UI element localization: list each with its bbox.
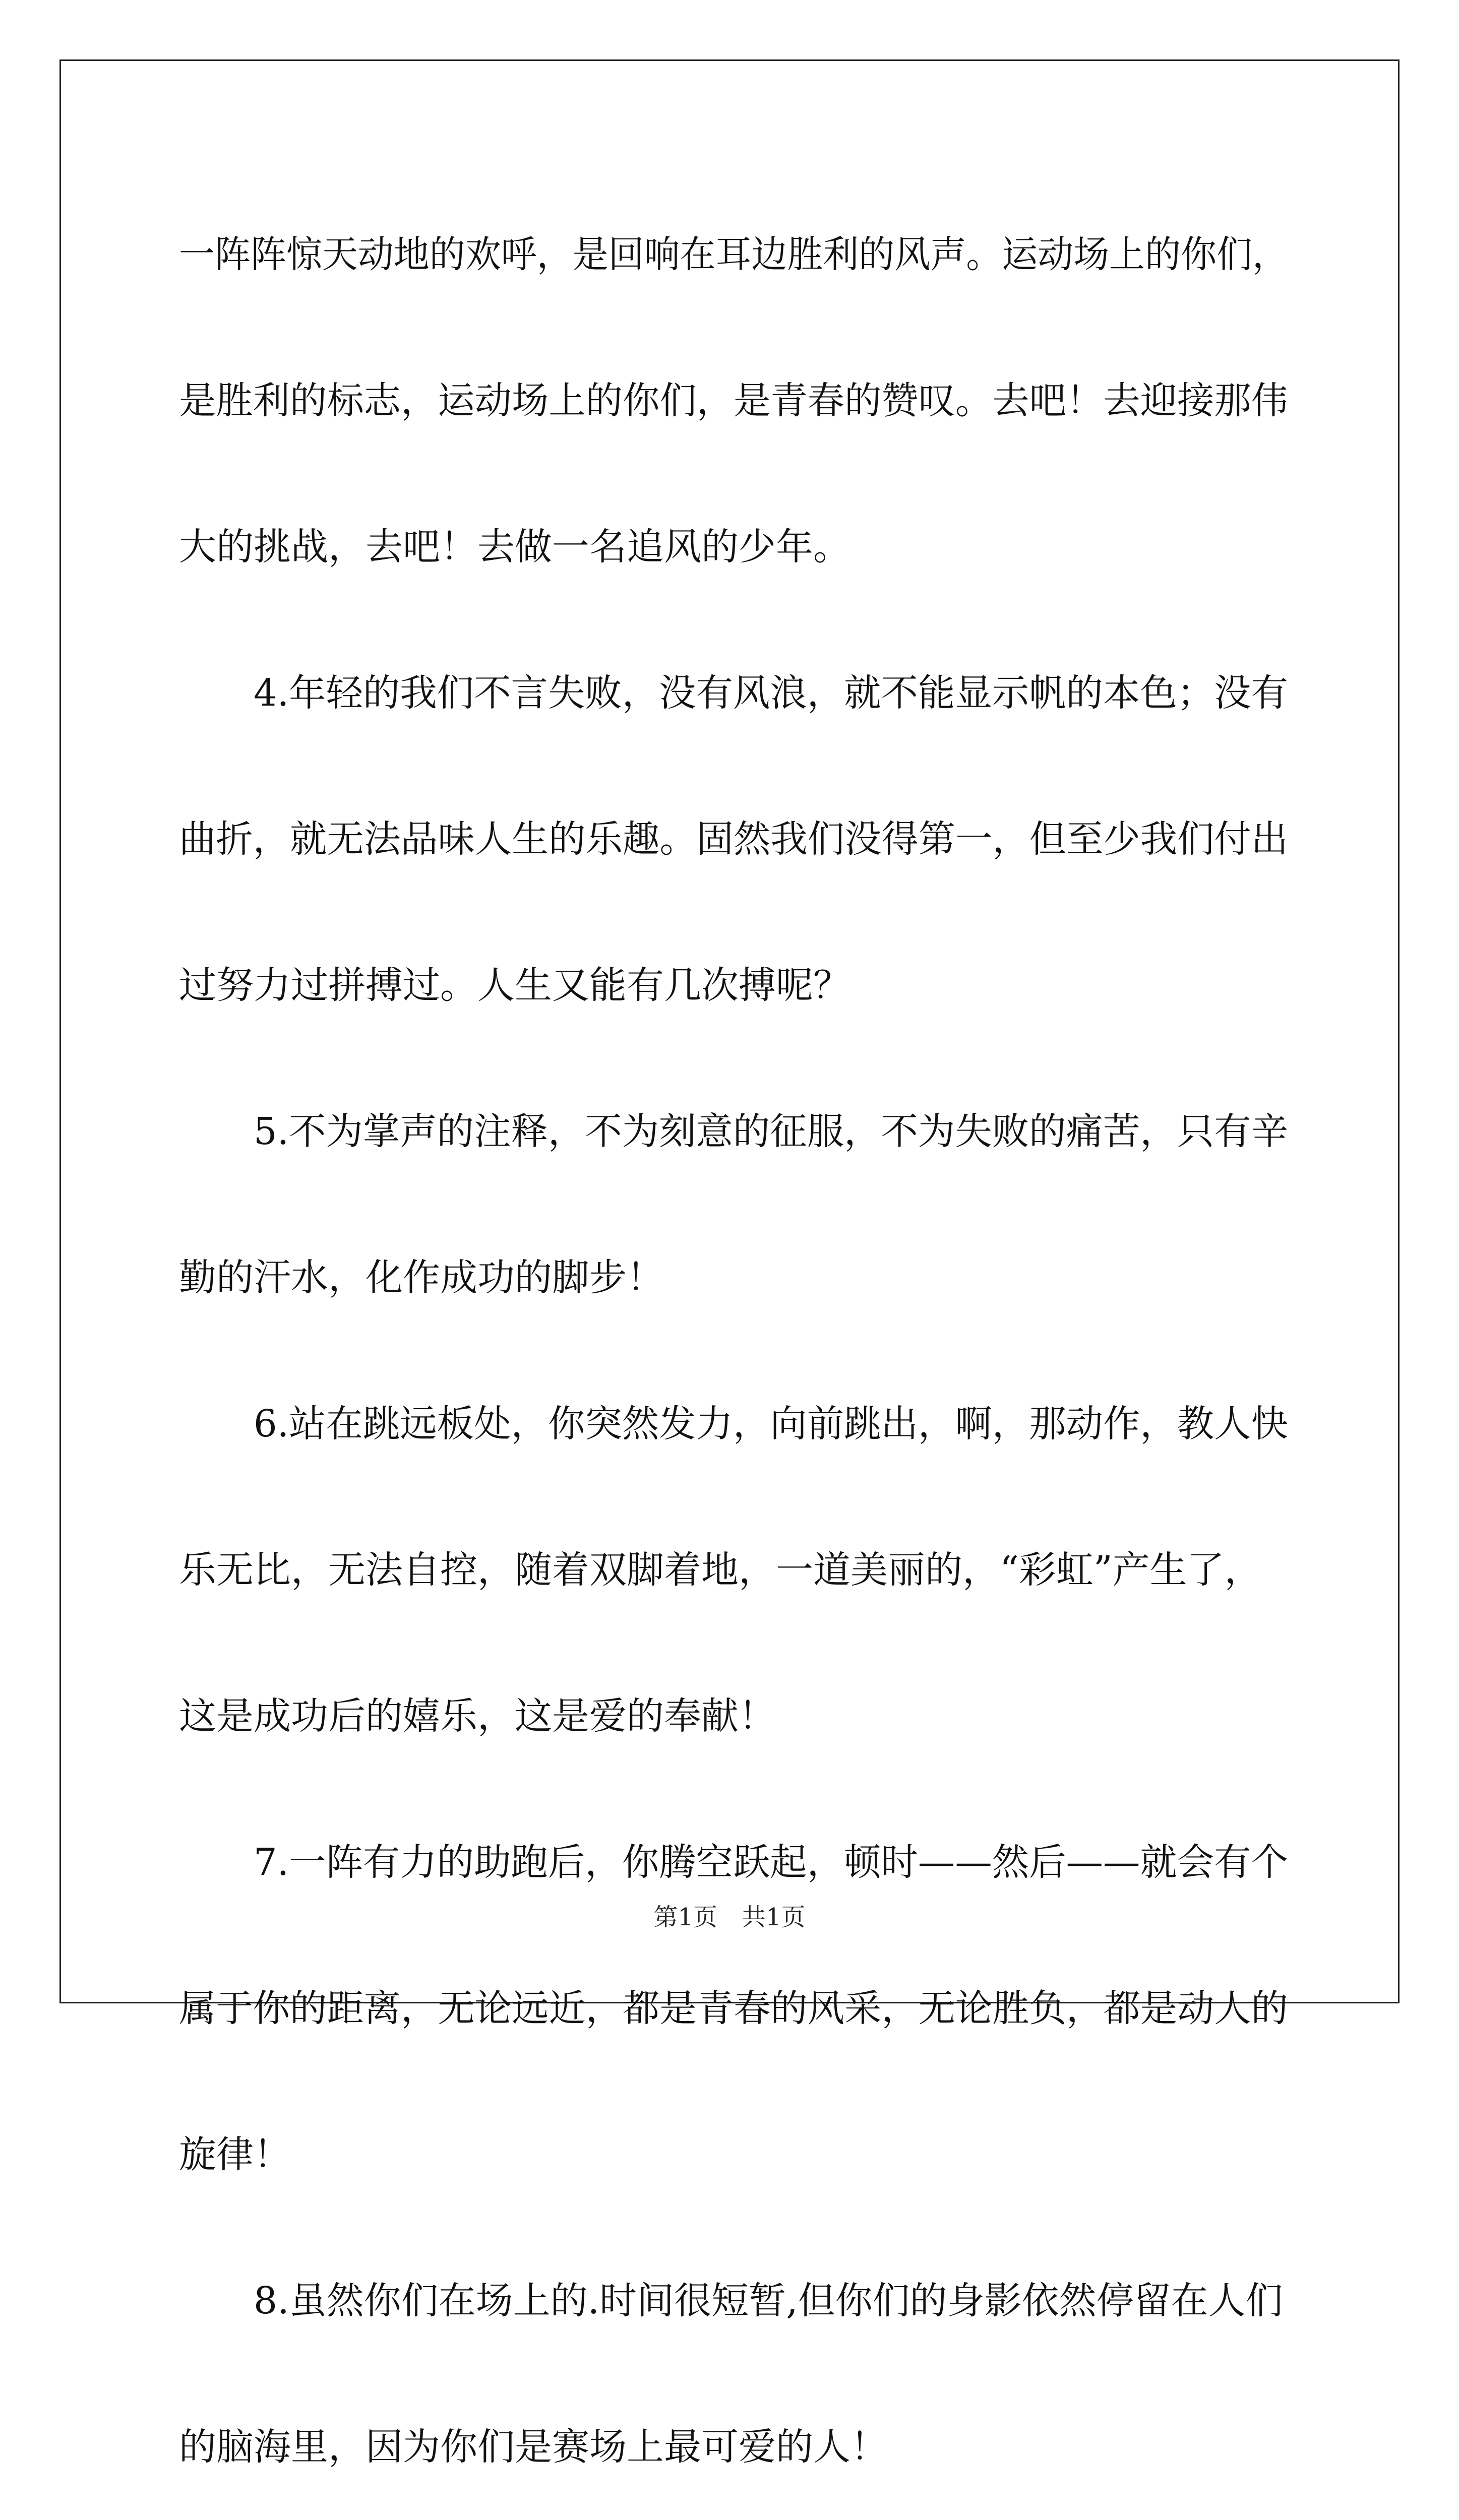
text-line (179, 181, 1288, 328)
text-line-content: 这是成功后的嬉乐，这是爱的奉献！ (179, 1694, 776, 1738)
text-line (179, 2082, 1288, 2228)
text-line (179, 2228, 1288, 2374)
text-line-content: 曲折，就无法品味人生的乐趣。固然我们没得第一，但至少我们付出 (179, 817, 1288, 861)
text-line-content: 4.年轻的我们不言失败，没有风浪，就不能显示帆的本色；没有 (254, 671, 1288, 715)
text-line (179, 328, 1288, 474)
text-line-content: 6.站在跳远板处，你突然发力，向前跳出，啊，那动作，教人快 (254, 1402, 1288, 1445)
page-number-footer: 第1页 共1页 (653, 1903, 806, 1931)
text-line-content: 8.虽然你们在场上的.时间很短暂,但你们的身影依然停留在人们 (254, 2279, 1283, 2322)
text-line (179, 912, 1288, 1058)
text-line (179, 620, 1288, 766)
text-line (179, 1643, 1288, 1789)
text-line (179, 1935, 1288, 2082)
document-body (179, 181, 1288, 2520)
text-line (179, 2374, 1288, 2520)
text-line-content: 的脑海里，因为你们是赛场上最可爱的人！ (179, 2425, 888, 2469)
text-line-content: 属于你的距离，无论远近，都是青春的风采，无论胜负，都是动人的 (179, 1987, 1288, 2030)
text-line (179, 766, 1288, 912)
text-line-content: 7.一阵有力的助跑后，你腾空跃起，顿时——然后——就会有个 (254, 1841, 1288, 1884)
text-line (179, 1351, 1288, 1497)
text-line-content: 乐无比，无法自控，随着双脚着地，一道美丽的，“彩虹”产生了， (179, 1548, 1262, 1592)
text-line-content: 5.不为掌声的注释，不为刻意的征服，不为失败的痛苦，只有辛 (254, 1110, 1288, 1153)
text-line-content: 是胜利的标志，运动场上的你们，是青春的赞叹。去吧！去迎接那伟 (179, 379, 1288, 422)
text-line-content: 大的挑战，去吧！去做一名追风的少年。 (179, 525, 850, 569)
text-line (179, 1497, 1288, 1643)
text-line (179, 1205, 1288, 1351)
text-line-content: 过努力过拼搏过。人生又能有几次搏呢？ (179, 964, 850, 1007)
text-line (179, 1058, 1288, 1205)
text-line-content: 一阵阵惊天动地的欢呼，是回响在耳边胜利的风声。运动场上的你们， (179, 233, 1288, 276)
text-line-content: 旋律！ (179, 2133, 291, 2176)
text-line-content: 勤的汗水，化作成功的脚步！ (179, 1256, 664, 1299)
text-line (179, 474, 1288, 620)
